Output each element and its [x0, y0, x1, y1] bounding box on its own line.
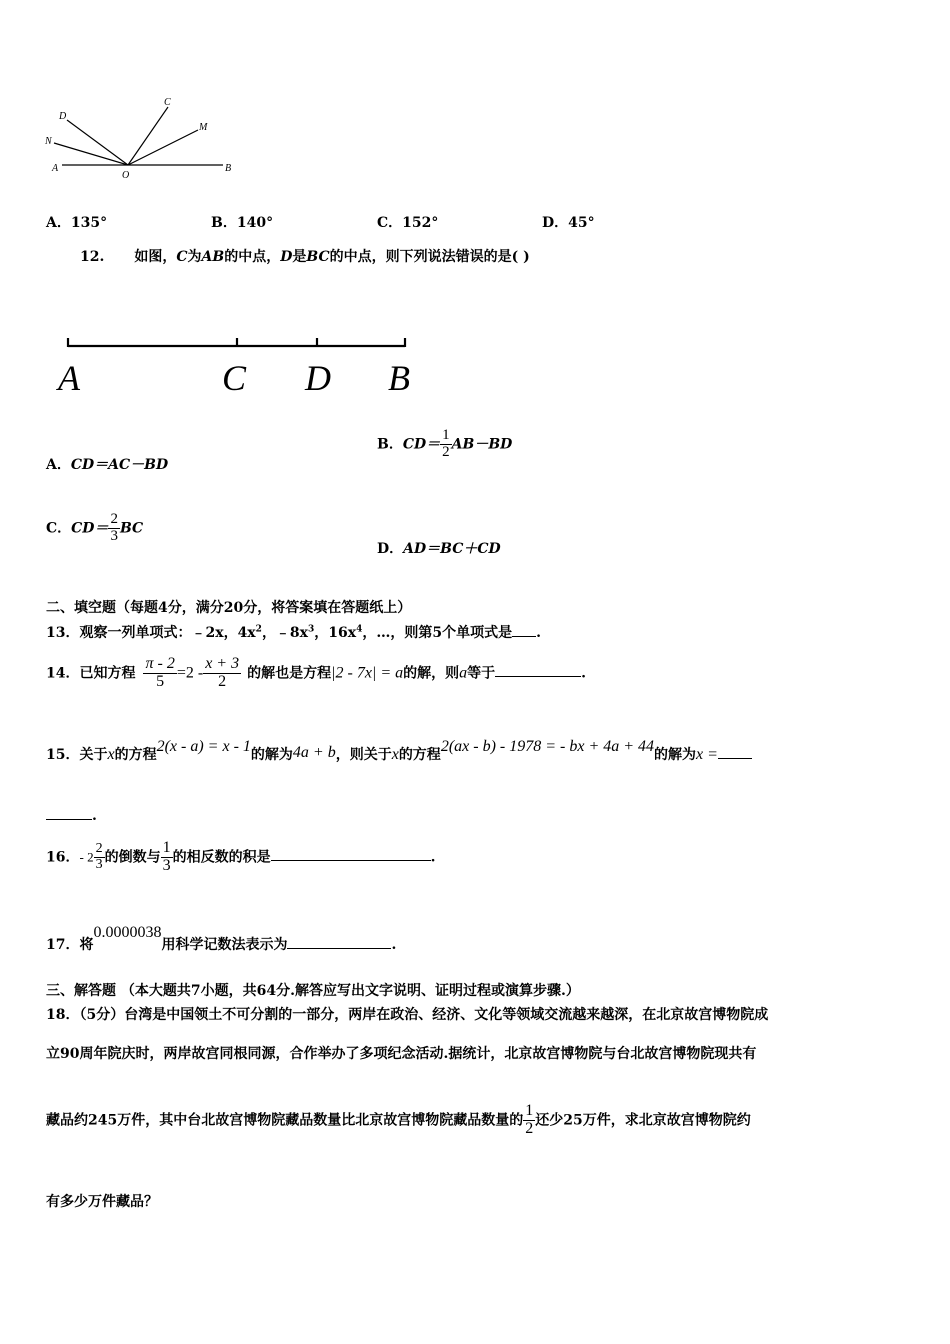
ray-OM	[128, 130, 198, 165]
q18-line4: 有多少万件藏品？	[46, 1194, 158, 1210]
q17: 17．将0.0000038用科学记数法表示为 .	[46, 924, 397, 953]
seg-label-C: C	[222, 358, 247, 398]
label-C: C	[164, 97, 171, 108]
angle-figure	[40, 95, 240, 185]
q15-cont: .	[46, 805, 97, 824]
q18-line1: 18．（5分）台湾是中国领土不可分割的一部分，两岸在政治、经济、文化等领域交流越来越深，在北京故宫博物院成	[46, 1007, 769, 1023]
q14: 14．已知方程 $\frac{\pi - 2}{5}$ =2 - $\frac{x + 3}{2}$ 的解也是方程|2 - 7x| = a的解，则a等于 .	[46, 655, 586, 690]
section2-title: 二、填空题（每题4分，满分20分，将答案填在答题纸上）	[46, 600, 412, 616]
segment-figure	[50, 330, 430, 400]
ray-OC	[128, 107, 168, 165]
q11-option-c: C．152°	[377, 215, 439, 231]
q12-option-a: A．CD＝AC－BD	[46, 457, 169, 473]
q16-answer-blank[interactable]	[271, 846, 431, 861]
seg-label-B: B	[388, 358, 410, 398]
label-A: A	[52, 163, 59, 174]
label-N: N	[45, 136, 52, 147]
q16: 16．- 2 $\frac{2}{3}$ 的倒数与 $\frac{1}{3}$ 的相反数的积是 .	[46, 839, 436, 874]
ray-OD	[67, 120, 128, 165]
label-O: O	[122, 170, 130, 181]
label-B: B	[225, 163, 232, 174]
seg-label-D: D	[305, 358, 331, 398]
q15-answer-blank-1[interactable]	[718, 744, 752, 759]
q15: 15．关于x的方程2(x - a) = x - 1的解为4a + b，则关于x的方程2(ax - b) - 1978 = - bx + 4a + 44的解为x =	[46, 744, 752, 764]
q18-line2: 立90周年院庆时，两岸故宫同根同源，合作举办了多项纪念活动.据统计，北京故宫博物院与台北故宫博物院现共有	[46, 1046, 757, 1062]
q13: 13．观察一列单项式：﹣2x，$4x^2$，$﹣8x^3$，$16x^4$，…，则第5个单项式是 .	[46, 622, 541, 642]
section3-title: 三、解答题 （本大题共7小题，共64分.解答应写出文字说明、证明过程或演算步骤.）	[46, 983, 580, 999]
seg-label-A: A	[58, 358, 80, 398]
q12-option-c: C．CD＝ $\frac{2}{3}$ BC	[46, 511, 144, 544]
ray-ON	[54, 143, 128, 165]
q11-option-a: A．135°	[46, 215, 108, 231]
q12-option-d: D．AD＝BC＋CD	[377, 541, 501, 557]
q12-stem: 12. 如图，C为AB的中点，D是BC的中点，则下列说法错误的是( )	[80, 249, 530, 265]
q12-option-b: B．CD＝ $\frac{1}{2}$ AB－BD	[377, 427, 513, 460]
q17-answer-blank[interactable]	[287, 934, 391, 949]
q15-answer-blank-2[interactable]	[46, 805, 92, 820]
q13-answer-blank[interactable]	[512, 622, 536, 637]
label-M: M	[199, 122, 208, 133]
q11-option-d: D．45°	[542, 215, 595, 231]
label-D: D	[59, 111, 67, 122]
q11-option-b: B．140°	[211, 215, 274, 231]
q14-answer-blank[interactable]	[495, 662, 581, 677]
q18-line3: 藏品约245万件，其中台北故宫博物院藏品数量比北京故宫博物院藏品数量的 $\frac{1}{2}$ 还少25万件，求北京故宫博物院约	[46, 1102, 751, 1137]
